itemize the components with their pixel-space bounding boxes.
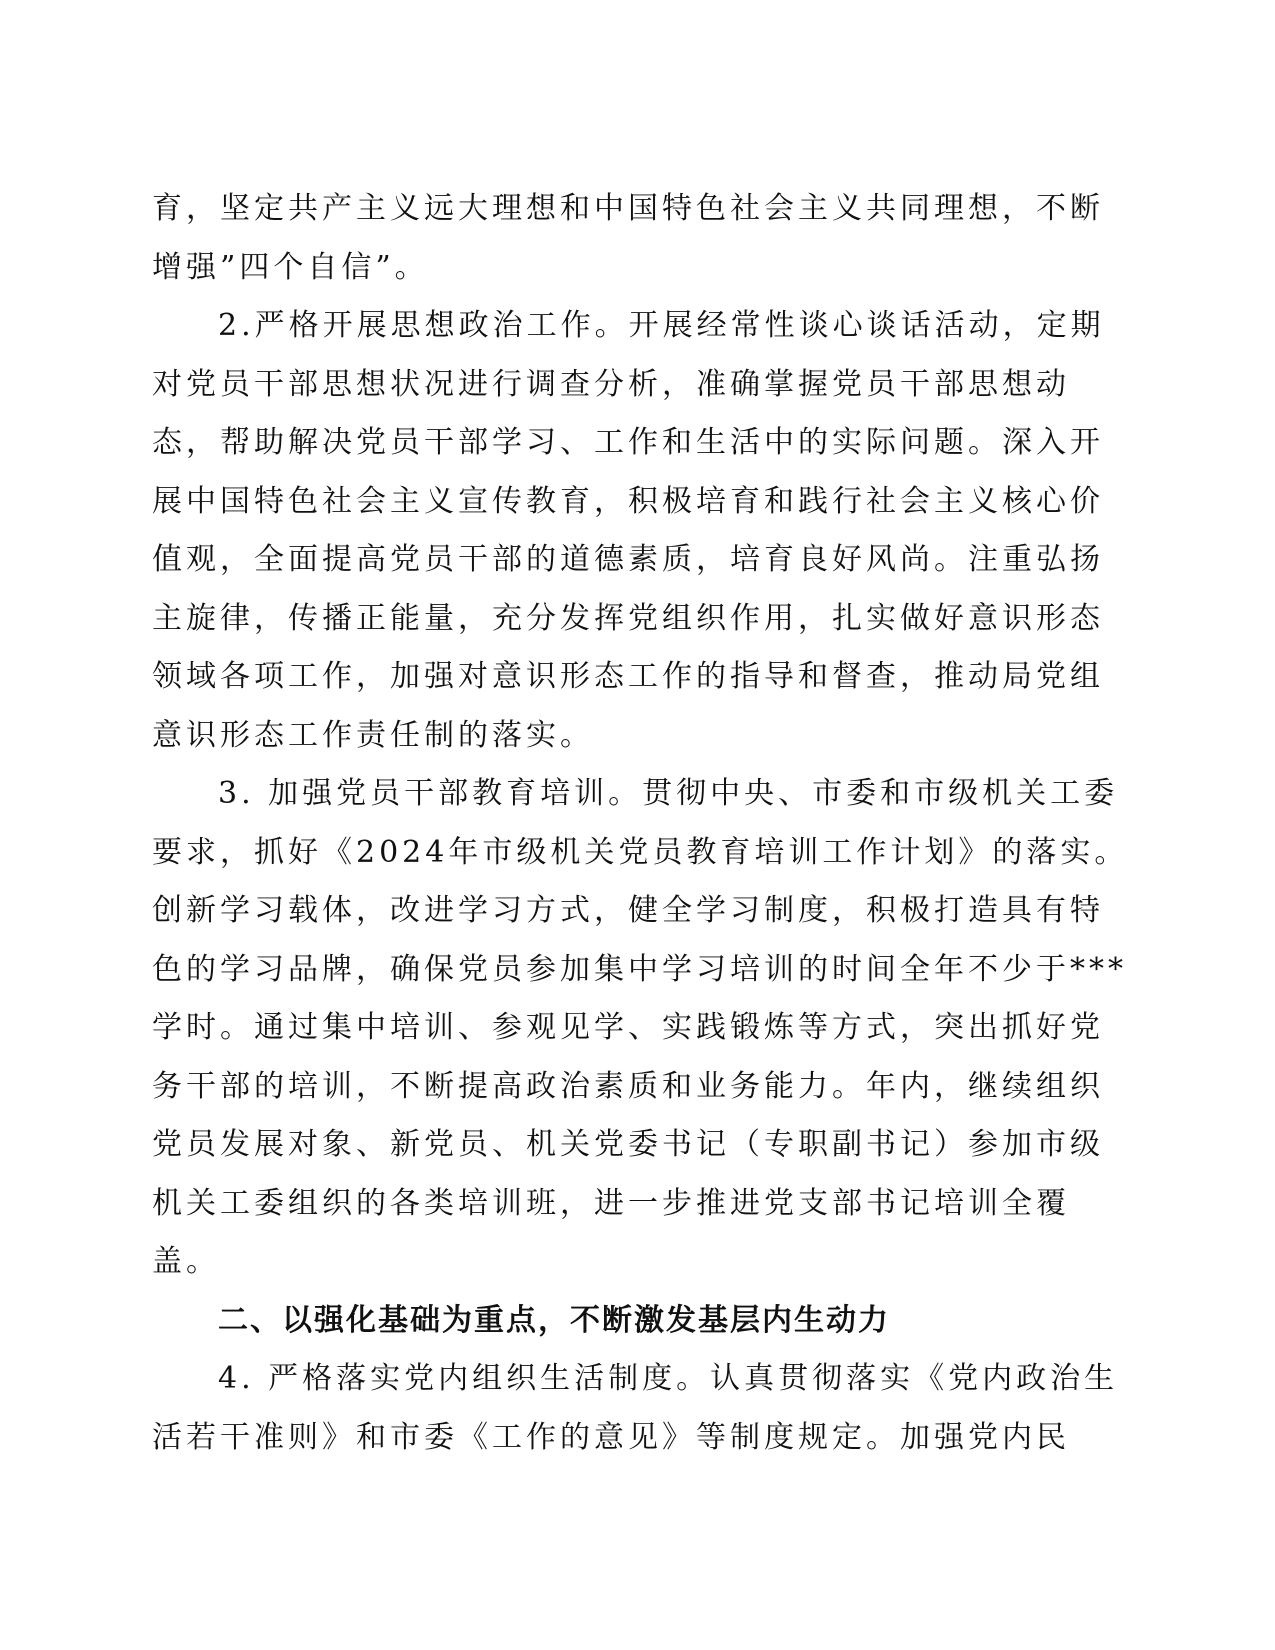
document-body: [152, 180, 1129, 1467]
text-line: 值观，全面提高党员干部的道德素质，培育良好风尚。注重弘扬: [152, 542, 1104, 577]
text-line: 3. 加强党员干部教育培训。贯彻中央、市委和市级机关工委: [218, 776, 1119, 811]
text-line: 展中国特色社会主义宣传教育，积极培育和践行社会主义核心价: [152, 483, 1104, 519]
text-line: 领域各项工作，加强对意识形态工作的指导和督查，推动局党组: [152, 659, 1104, 694]
text-line: 主旋律，传播正能量，充分发挥党组织作用，扎实做好意识形态: [152, 600, 1104, 636]
text-line: 创新学习载体，改进学习方式，健全学习制度，积极打造具有特: [152, 893, 1104, 928]
text-line: 对党员干部思想状况进行调查分析，准确掌握党员干部思想动: [152, 366, 1070, 402]
text-line: 意识形态工作责任制的落实。: [152, 717, 594, 753]
paragraph-2: [152, 297, 1112, 765]
paragraph-1: [152, 180, 1112, 297]
text-line: 机关工委组织的各类培训班，进一步推进党支部书记培训全覆: [152, 1185, 1070, 1221]
text-line: 学时。通过集中培训、参观见学、实践锻炼等方式，突出抓好党: [152, 1010, 1104, 1045]
text-line: 色的学习品牌，确保党员参加集中学习培训的时间全年不少于***: [152, 951, 1127, 987]
paragraph-3: [152, 765, 1129, 1292]
text-line: 盖。: [152, 1244, 220, 1279]
text-line: 2.严格开展思想政治工作。开展经常性谈心谈话活动，定期: [218, 308, 1105, 343]
section-heading: 二、以强化基础为重点，不断激发基层内生动力: [218, 1302, 890, 1338]
text-line: 要求，抓好《2024年市级机关党员教育培训工作计划》的落实。: [152, 834, 1129, 870]
text-line: 增强”四个自信”。: [152, 249, 429, 285]
text-line: 4. 严格落实党内组织生活制度。认真贯彻落实《党内政治生: [218, 1361, 1119, 1396]
paragraph-4: [152, 1350, 1119, 1467]
text-line: 党员发展对象、新党员、机关党委书记（专职副书记）参加市级: [152, 1127, 1104, 1162]
text-line: 育，坚定共产主义远大理想和中国特色社会主义共同理想，不断: [152, 191, 1104, 226]
text-line: 务干部的培训，不断提高政治素质和业务能力。年内，继续组织: [152, 1068, 1104, 1104]
text-line: 活若干准则》和市委《工作的意见》等制度规定。加强党内民: [152, 1419, 1070, 1455]
text-line: 态，帮助解决党员干部学习、工作和生活中的实际问题。深入开: [152, 425, 1104, 460]
